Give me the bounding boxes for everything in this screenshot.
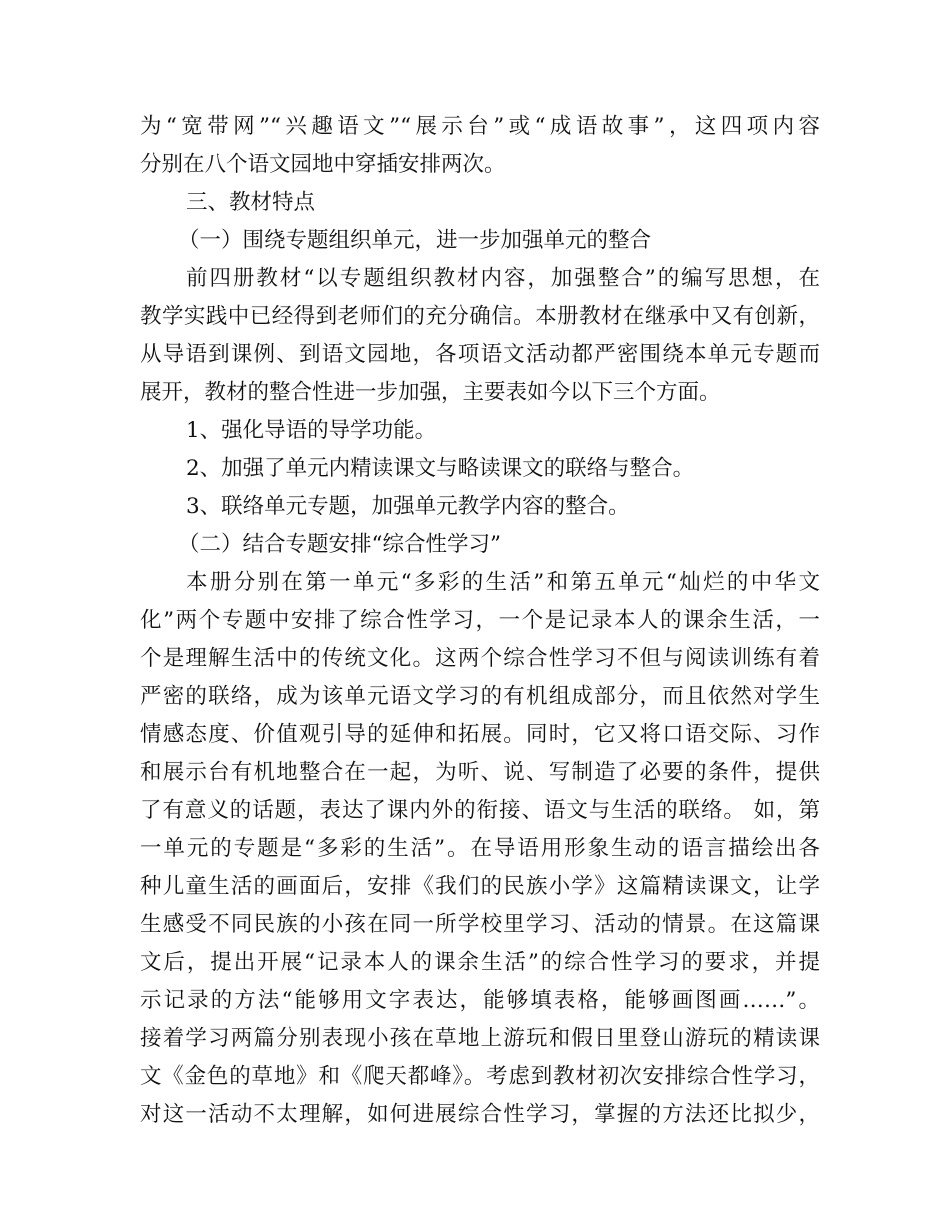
text-line: 分别在八个语文园地中穿插安排两次。 [140,152,506,177]
text-line: 本册分别在第一单元“多彩的生活”和第五单元“灿烂的中华文 [186,570,820,595]
text-line: 一单元的专题是“多彩的生活”。在导语用形象生动的语言描绘出各 [140,836,820,861]
text-line: 化”两个专题中安排了综合性学习，一个是记录本人的课余生活，一 [140,608,820,633]
text-line: 生感受不同民族的小孩在同一所学校里学习、活动的情景。在这篇课 [140,912,820,937]
text-line: 种儿童生活的画面后，安排《我们的民族小学》这篇精读课文，让学 [140,874,820,899]
text-line: 对这一活动不太理解，如何进展综合性学习，掌握的方法还比拟少， [140,1102,820,1127]
subsection-heading: （一）围绕专题组织单元，进一步加强单元的整合 [178,228,652,253]
text-line: 文后，提出开展“记录本人的课余生活”的综合性学习的要求，并提 [140,950,820,975]
list-item: 3、联络单元专题，加强单元教学内容的整合。 [186,494,630,519]
list-item: 1、强化导语的导学功能。 [186,418,437,443]
section-heading: 三、教材特点 [186,190,316,215]
text-line: 前四册教材“以专题组织教材内容，加强整合”的编写思想，在 [186,266,820,291]
text-line: 和展示台有机地整合在一起，为听、说、写制造了必要的条件，提供 [140,760,820,785]
subsection-heading: （二）结合专题安排“综合性学习” [178,532,501,557]
text-line: 为“宽带网”“兴趣语文”“展示台”或“成语故事”，这四项内容 [140,114,820,139]
text-line: 文《金色的草地》和《爬天都峰》。考虑到教材初次安排综合性学习， [140,1064,820,1089]
text-line: 教学实践中已经得到老师们的充分确信。本册教材在继承中又有创新， [140,304,820,329]
text-line: 严密的联络，成为该单元语文学习的有机组成部分，而且依然对学生 [140,684,820,709]
text-line: 情感态度、价值观引导的延伸和拓展。同时，它又将口语交际、习作 [140,722,820,747]
text-line: 从导语到课例、到语文园地，各项语文活动都严密围绕本单元专题而 [140,342,820,367]
text-line: 示记录的方法“能够用文字表达，能够填表格，能够画图画……”。 [140,988,820,1013]
text-line: 了有意义的话题，表达了课内外的衔接、语文与生活的联络。 如，第 [140,798,820,823]
text-line: 接着学习两篇分别表现小孩在草地上游玩和假日里登山游玩的精读课 [140,1026,820,1051]
text-line: 展开，教材的整合性进一步加强，主要表如今以下三个方面。 [140,380,721,405]
text-line: 个是理解生活中的传统文化。这两个综合性学习不但与阅读训练有着 [140,646,820,671]
list-item: 2、加强了单元内精读课文与略读课文的联络与整合。 [186,456,695,481]
